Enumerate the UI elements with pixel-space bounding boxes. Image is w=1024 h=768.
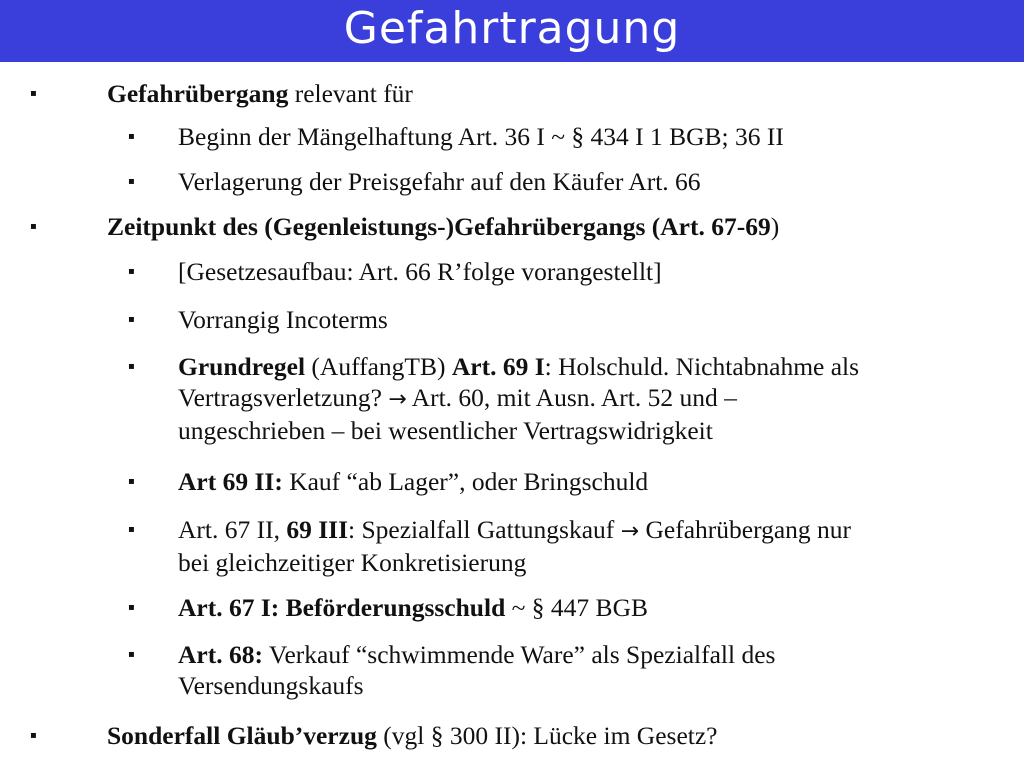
text-run: Verlagerung der Preisgefahr auf den Käufer Art. 66 xyxy=(178,167,701,196)
text-run: Vorrangig Incoterms xyxy=(178,305,388,334)
text-line xyxy=(178,415,1008,446)
text-line xyxy=(178,351,1008,382)
text-run: Kauf “ab Lager”, oder Bringschuld xyxy=(282,467,649,496)
text-line xyxy=(178,514,1008,547)
bullet-icon: ▪ xyxy=(30,88,37,99)
text-run: ungeschrieben – bei wesentlicher Vertragswidrigkeit xyxy=(178,416,713,445)
bullet-icon: ▪ xyxy=(128,266,135,277)
text-run: (AuffangTB) xyxy=(305,352,452,381)
text-line xyxy=(178,670,1008,701)
sub-bullet-item xyxy=(178,256,1008,287)
bullet-icon: ▪ xyxy=(128,602,135,613)
bullet-item xyxy=(107,78,1007,109)
slide-title: Gefahrtragung xyxy=(343,3,681,54)
text-run: Art. 67 I: Beförderungsschuld xyxy=(178,593,506,622)
text-line xyxy=(178,547,1008,578)
arrow-icon: → xyxy=(620,519,640,544)
sub-bullet-item xyxy=(178,592,1008,623)
text-run: Grundregel xyxy=(178,352,306,381)
bullet-icon: ▪ xyxy=(128,476,135,487)
bullet-icon: ▪ xyxy=(128,649,135,660)
bullet-icon: ▪ xyxy=(30,221,37,232)
sub-bullet-item xyxy=(178,466,1008,497)
text-run: Art. 60, mit Ausn. Art. 52 und – xyxy=(406,383,737,412)
text-run: : Spezialfall Gattungskauf xyxy=(348,515,621,544)
text-run: Gefahrübergang nur xyxy=(639,515,852,544)
text-run: relevant für xyxy=(288,79,413,108)
text-run: bei gleichzeitiger Konkretisierung xyxy=(178,548,527,577)
text-run: Verkauf “schwimmende Ware” als Spezialfall des xyxy=(262,640,776,669)
text-run: (vgl § 300 II): Lücke im Gesetz? xyxy=(376,721,718,750)
text-run: Beginn der Mängelhaftung Art. 36 I ~ § 434 I 1 BGB; 36 II xyxy=(178,122,784,151)
title-bar xyxy=(0,0,1024,62)
bullet-icon: ▪ xyxy=(128,131,135,142)
text-run: Gefahrübergang xyxy=(107,79,289,108)
text-run: Art. 67 II, xyxy=(178,515,287,544)
bullet-item xyxy=(107,720,1007,751)
text-run: Zeitpunkt des (Gegenleistungs-)Gefahrübergangs (Art. 67-69 xyxy=(107,212,771,241)
text-run: 69 III xyxy=(286,515,349,544)
sub-bullet-item xyxy=(178,304,1008,335)
text-run: Vertragsverletzung? xyxy=(178,383,389,412)
sub-bullet-item xyxy=(178,514,1008,578)
bullet-item xyxy=(107,211,1007,242)
text-run: ~ § 447 BGB xyxy=(505,593,648,622)
text-run: Sonderfall Gläub’verzug xyxy=(107,721,377,750)
sub-bullet-item xyxy=(178,639,1008,701)
arrow-icon: → xyxy=(388,387,407,412)
sub-bullet-item xyxy=(178,351,1008,446)
bullet-icon: ▪ xyxy=(128,361,135,372)
text-run: [Gesetzesaufbau: Art. 66 R’folge vorangestellt] xyxy=(178,257,662,286)
bullet-icon: ▪ xyxy=(30,730,37,741)
bullet-icon: ▪ xyxy=(128,524,135,535)
text-run: Versendungskaufs xyxy=(178,671,364,700)
text-run: Art 69 II: xyxy=(178,467,283,496)
text-run: Art. 69 I xyxy=(451,352,545,381)
sub-bullet-item xyxy=(178,166,1008,197)
text-line xyxy=(178,639,1008,670)
text-line xyxy=(178,382,1008,415)
text-run: ) xyxy=(770,212,780,241)
text-run: : Holschuld. Nichtabnahme als xyxy=(544,352,860,381)
sub-bullet-item xyxy=(178,121,1008,152)
bullet-icon: ▪ xyxy=(128,314,135,325)
text-run: Art. 68: xyxy=(178,640,263,669)
bullet-icon: ▪ xyxy=(128,176,135,187)
